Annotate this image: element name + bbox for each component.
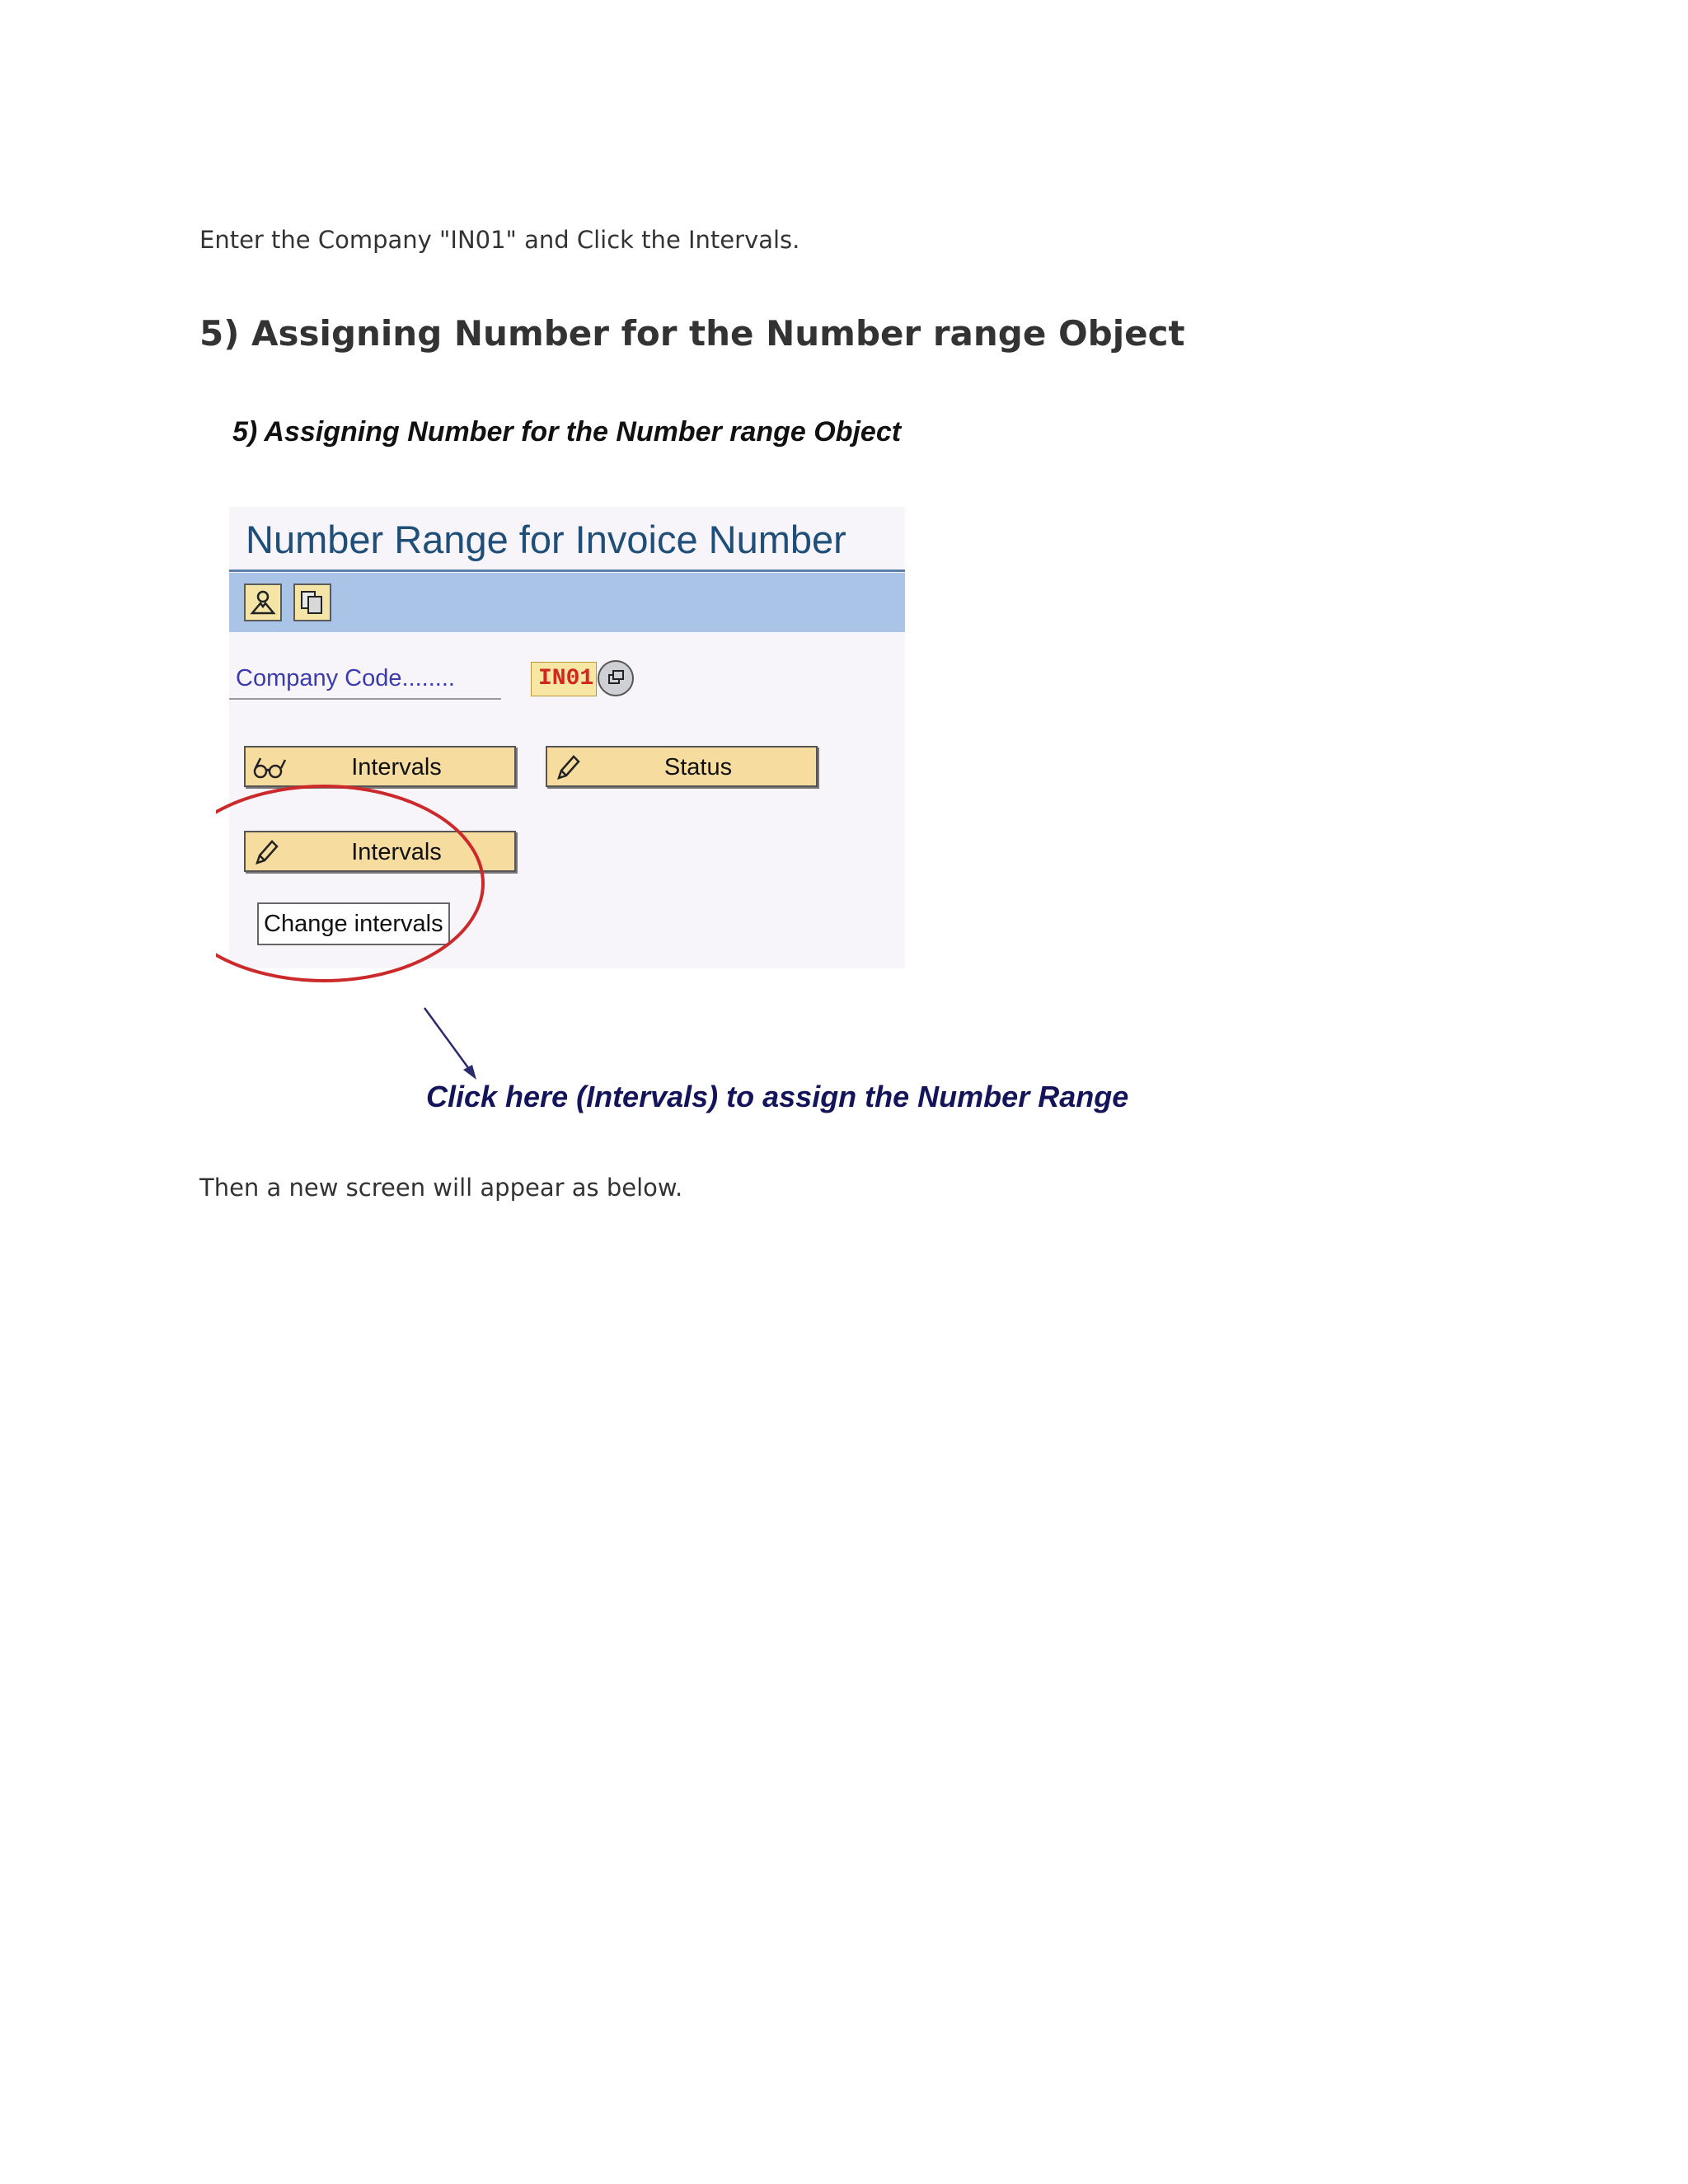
highlight-circle [216, 786, 483, 981]
intervals-display-label: Intervals [351, 754, 442, 780]
company-code-label: Company Code........ [236, 665, 455, 691]
screenshot-figure [216, 408, 1156, 1133]
section-heading: 5) Assigning Number for the Number range Object [199, 313, 1185, 354]
company-code-field[interactable]: IN01 [531, 662, 597, 696]
intervals-change-label: Intervals [351, 839, 442, 865]
sap-screen-title: Number Range for Invoice Number [246, 518, 846, 561]
callout-text: Click here (Intervals) to assign the Number Range [426, 1080, 1129, 1113]
status-label: Status [663, 754, 733, 780]
change-intervals-tooltip: Change intervals [257, 902, 450, 945]
arrow-head [463, 1065, 476, 1080]
figure-caption: 5) Assigning Number for the Number range Object [232, 416, 902, 448]
annotation-overlay [216, 408, 1156, 1133]
callout-arrow [424, 1008, 471, 1072]
intro-text: Enter the Company "IN01" and Click the Intervals. [199, 226, 800, 254]
outro-text: Then a new screen will appear as below. [199, 1174, 683, 1202]
